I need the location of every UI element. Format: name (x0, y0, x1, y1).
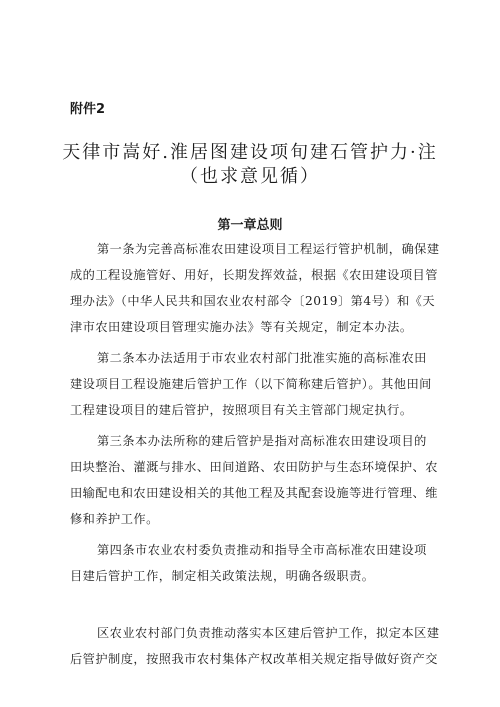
body-line: 建设项目工程设施建后管护工作（以下简称建后管护）。其他田间 (70, 377, 432, 391)
document-title-line-2: （也求意见循） (180, 166, 320, 187)
body-line: 成的工程设施管好、用好，长期发挥效益，根据《农田建设项目管 (70, 268, 438, 282)
document-title-line-1: 天律市嵩好.淮居图建设项旬建石管护力·注 (62, 142, 438, 163)
chapter-heading: 第一章总则 (217, 218, 283, 233)
body-line: 区农业农村部门负责推动落实本区建后管护工作，拟定本区建 (97, 626, 440, 640)
body-line: 田块整治、灌溉与排水、田间道路、农田防护与生态环境保护、农 (70, 460, 438, 474)
body-line: 田输配电和农田建设相关的其他工程及其配套设施等进行管理、维 (70, 486, 438, 500)
body-line: 第一条为完善高标准农田建设项目工程运行管护机制，确保建 (97, 242, 440, 256)
body-line: 第四条市农业农村委负责推动和指导全市高标准农田建设项 (97, 543, 427, 557)
attachment-label: 附件2 (70, 102, 106, 117)
body-line: 第二条本办法适用于市农业农村部门批准实施的高标准农田 (97, 351, 427, 365)
body-line: 第三条本办法所称的建后管护是指对高标准农田建设项目的 (97, 434, 427, 448)
body-line: 后管护制度，按照我市农村集体产权改革相关规定指导做好资产交 (70, 652, 438, 666)
body-line: 目建后管护工作，制定相关政策法规，明确各级职责。 (70, 569, 375, 583)
body-line: 理办法》（中华人民共和国农业农村部令〔2019〕第4号）和《天 (70, 294, 436, 308)
body-line: 工程建设项目的建后管护，按照项目有关主管部门规定执行。 (70, 403, 413, 417)
body-line: 津市农田建设项目管理实施办法》等有关规定，制定本办法。 (70, 320, 413, 334)
body-line: 修和养护工作。 (70, 512, 159, 526)
